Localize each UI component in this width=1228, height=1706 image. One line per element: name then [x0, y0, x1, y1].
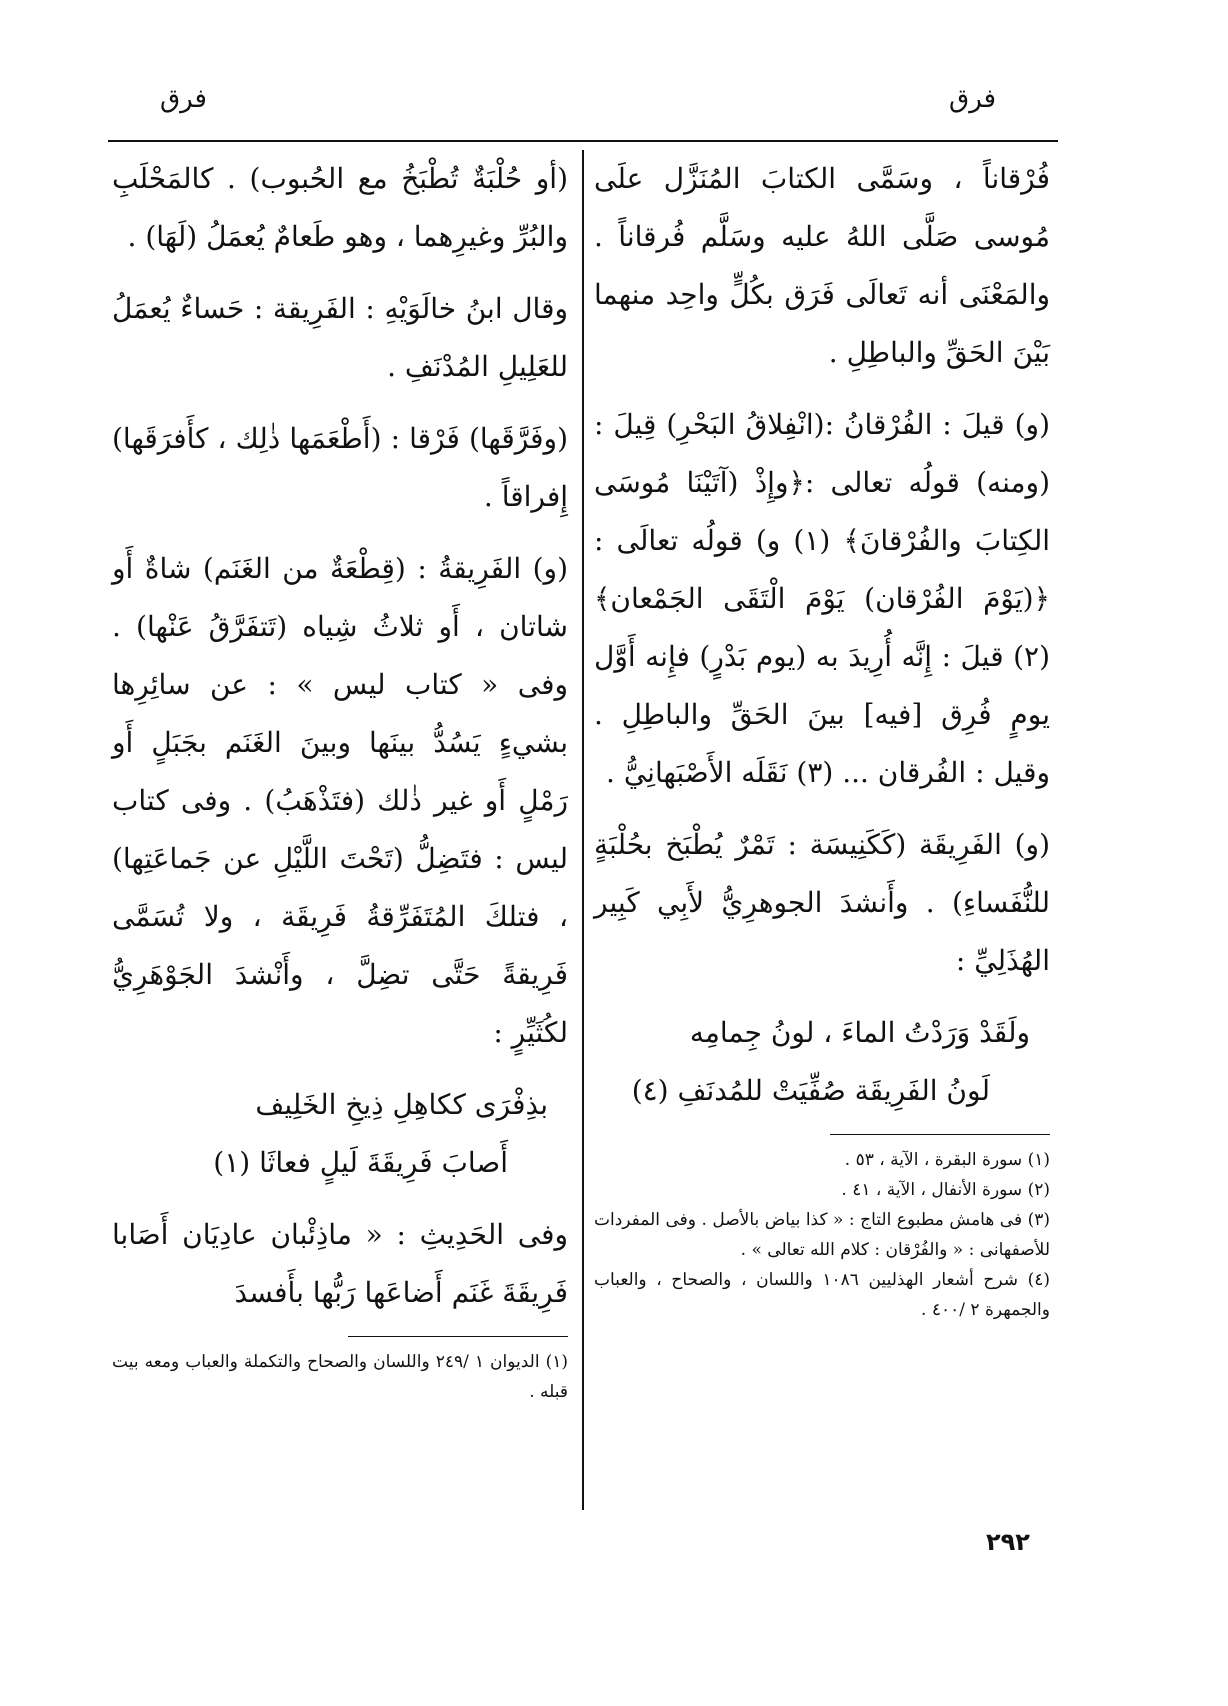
- paragraph: (و) الفَرِيقةُ : (قِطْعَةٌ من الغَنَم) شاةٌ أَو شاتان ، أَو ثلاثُ شِياه (تَتفَرَّقُ عَنْها) . وفى « كتاب ليس » : عن سائِرِها بشيءٍ يَسُدُّ بينَها وبينَ الغَنَم بجَبَلٍ أَو رَمْلٍ أَو غير ذٰلك (فتَذْهَبُ) . وفى كتاب ليس : فتَضِلُّ (تَحْتَ اللَّيْلِ عن جَماعَتِها) ، فتلكَ المُتَفَرِّقةُ فَرِيقَة ، ولا تُسَمَّى فَرِيقةً حَتَّى تضِلَّ ، وأَنْشدَ الجَوْهَرِيُّ لكُثَيِّرٍ :: [112, 552, 568, 1049]
- poem-hemistich-2: لَونُ الفَرِيقَة صُفِّيَتْ للمُدنَفِ (٤): [631, 1074, 990, 1107]
- poem-hemistich-2: أَصابَ فَرِيقَةَ لَيلٍ فعاثَا (١): [213, 1146, 508, 1179]
- page-number: ٢٩٢: [986, 1528, 1030, 1556]
- paragraph: (وفَرَّقَها) فَرْقا : (أَطْعَمَها ذٰلِك ، كأَفرَقَها) إِفراقاً .: [112, 422, 568, 513]
- footnotes: [594, 1145, 1050, 1325]
- footnote-rule: [348, 1336, 568, 1337]
- running-header-right: فرق: [949, 84, 996, 114]
- poem-hemistich-1: بذِفْرَى ككاهِلِ ذِيخِ الخَلِيف: [255, 1088, 548, 1121]
- header-rule: [108, 140, 1058, 142]
- paragraph: (أو حُلْبَةٌ تُطْبَخُ مع الحُبوب) . كالمَحْلَبِ والبُرِّ وغيرِهما ، وهو طَعامٌ يُعمَلُ (لَهَا) .: [112, 162, 568, 253]
- paragraph: (و) الفَرِيقَة (كَكَنِيسَة : تَمْرٌ يُطْبَخ بحُلْبَةٍ للنُّفَساءِ) . وأَنشدَ الجوهرِيُّ لأَبِي كَبِير الهُذَلِيِّ :: [594, 828, 1050, 977]
- poem-verse: [132, 1076, 548, 1192]
- footnote: (١) الديوان ١ /٢٤٩ واللسان والصحاح والتكملة والعباب ومعه بيت قبله .: [112, 1352, 568, 1402]
- left-column: [112, 150, 568, 1407]
- paragraph: فُرْقاناً ، وسَمَّى الكتابَ المُنَزَّل علَى مُوسى صَلَّى اللهُ عليه وسَلَّم فُرقاناً . والمَعْنَى أنه تَعالَى فَرَق بكُلٍّ واحِد منهما بَيْنَ الحَقِّ والباطِلِ .: [594, 162, 1050, 369]
- footnote: (٢) سورة الأنفال ، الآية ، ٤١ .: [841, 1180, 1050, 1200]
- footnote: (٤) شرح أشعار الهذليين ١٠٨٦ واللسان ، والصحاح ، والعباب والجمهرة ٢ /٤٠٠ .: [594, 1270, 1051, 1320]
- footnote-rule: [830, 1134, 1050, 1135]
- footnote: (٣) فى هامش مطبوع التاج : « كذا بياض بالأصل . وفى المفردات للأصفهانى : « والفُرْقان : كلام الله تعالى » .: [594, 1210, 1050, 1260]
- footnote: (١) سورة البقرة ، الآية ، ٥٣ .: [844, 1150, 1050, 1170]
- poem-hemistich-1: ولَقَدْ وَرَدْتُ الماءَ ، لونُ جِمامِه: [689, 1016, 1030, 1049]
- paragraph: وقال ابنُ خالَوَيْهِ : الفَرِيقة : حَساءٌ يُعمَلُ للعَلِيلِ المُدْنَفِ .: [112, 292, 568, 383]
- poem-verse: [614, 1004, 1030, 1120]
- footnotes: [112, 1347, 568, 1407]
- column-divider: [582, 150, 584, 1510]
- paragraph: وفى الحَدِيثِ : « ماذِئْبان عادِيَان أَصَابا فَرِيقَةَ غَنَم أَضاعَها رَبُّها بأَفسدَ: [112, 1218, 568, 1309]
- running-header-left: فرق: [160, 84, 207, 114]
- paragraph: (و) قيلَ : الفُرْقانُ :(انْفِلاقُ البَحْرِ) قِيلَ : (ومنه) قولُه تعالى :﴿وإِذْ (آتَيْنَا مُوسَى الكِتابَ والفُرْقانَ﴾ (١) و) قولُه تعالَى :﴿(يَوْمَ الفُرْقان) يَوْمَ الْتَقَى الجَمْعان﴾ (٢) قيلَ : إِنَّه أُرِيدَ به (يوم بَدْرٍ) فإِنه أَوَّل يومٍ فُرِق [فيه] بينَ الحَقِّ والباطِلِ . وقيل : الفُرقان ... (٣) نَقَلَه الأَصْبَهانِيُّ .: [594, 408, 1051, 789]
- right-column: [594, 150, 1050, 1325]
